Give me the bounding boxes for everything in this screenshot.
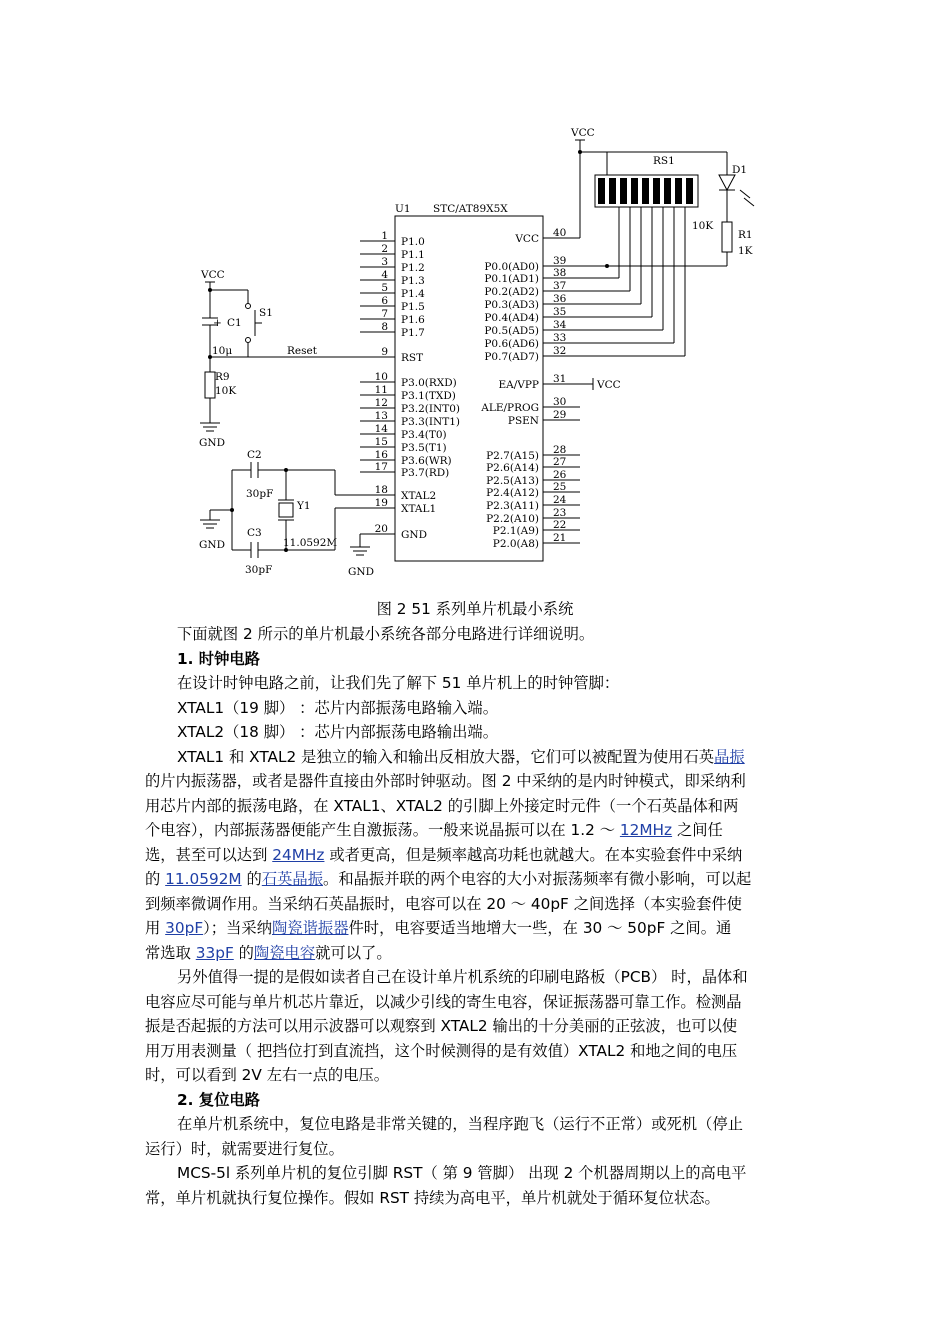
right-pin-number: 39 (553, 255, 567, 267)
left-pin-number: 8 (381, 321, 388, 333)
text-line: 电容应尽可能与单片机芯片靠近，以减少引线的寄生电容，保证振荡器可靠工作。检测晶 (145, 992, 742, 1011)
section-heading: 2. 复位电路 (177, 1090, 260, 1109)
text-span: 选，甚至可以达到 (145, 845, 273, 864)
left-pin-label: P1.3 (401, 275, 425, 287)
left-pin-number: 20 (374, 523, 388, 535)
right-pin-number: 27 (553, 456, 567, 468)
gnd-bottom-left-label: GND (199, 539, 225, 551)
text-line: MCS-5l 系列单片机的复位引脚 RST（ 第 9 管脚） 出现 2 个机器周期以上的高电平 (177, 1164, 747, 1182)
left-pin-label: P3.3(INT1) (401, 416, 460, 428)
section-heading: 1. 时钟电路 (177, 649, 260, 668)
left-pin-label: P3.5(T1) (401, 442, 447, 454)
right-pin-number: 36 (553, 293, 567, 305)
text-line: 在设计时钟电路之前，让我们先了解下 51 单片机上的时钟管脚： (177, 674, 620, 692)
text-line (145, 916, 835, 941)
vcc-ea-label: VCC (597, 379, 621, 391)
left-pin-number: 5 (381, 282, 388, 294)
c1-plus-label: + (213, 317, 222, 329)
right-pin-label: PSEN (507, 415, 539, 427)
y1-value-label: 11.0592M (283, 537, 338, 549)
text-line: 的片内振荡器，或者是器件直接由外部时钟驱动。图 2 中采纳的是内时钟模式，即采纳利 (145, 772, 746, 790)
text-line: 时，可以看到 2V 左右一点的电压。 (145, 1066, 390, 1084)
c3-value-label: 30pF (245, 564, 273, 576)
right-pin-label: P2.0(A8) (492, 538, 539, 550)
right-pin-number: 21 (553, 532, 567, 544)
text-line (145, 941, 835, 966)
right-pin-label: P0.2(AD2) (484, 286, 539, 298)
inline-link[interactable]: 12MHz (619, 821, 673, 839)
c1-label: C1 (227, 317, 242, 329)
left-pin-label: P3.0(RXD) (401, 377, 457, 389)
left-pin-number: 14 (374, 423, 388, 435)
right-pin-number: 35 (553, 306, 567, 318)
c2-label: C2 (247, 449, 262, 461)
text-line (177, 745, 867, 770)
left-pin-number: 9 (381, 346, 388, 358)
text-span: 之间任 (672, 821, 723, 839)
r1-resistor (722, 222, 732, 252)
text-span: 的 (145, 870, 166, 888)
text-span: 或者更高，但是频率越高功耗也就越大。在本实验套件中采纳 (324, 845, 743, 864)
text-span: 就可以了。 (315, 943, 392, 962)
r9-value-label: 10K (215, 385, 237, 397)
left-pin-label: P1.7 (401, 327, 425, 339)
left-pin-number: 18 (374, 484, 388, 496)
right-pin-label: P0.7(AD7) (484, 351, 539, 363)
reset-label: Reset (287, 345, 317, 357)
inline-link[interactable]: 30pF (165, 919, 204, 937)
right-pin-label: P2.6(A14) (486, 462, 539, 474)
left-pin-number: 4 (381, 269, 388, 281)
right-pin-label: P2.3(A11) (486, 500, 539, 512)
text-line: 用万用表测量（ 把挡位打到直流挡，这个时候测得的是有效值）XTAL2 和地之间的电压 (145, 1041, 738, 1060)
left-pin-number: 17 (374, 461, 388, 473)
left-pin-label: P3.4(T0) (401, 429, 447, 441)
right-pin-number: 24 (553, 494, 567, 506)
right-pin-label: P0.1(AD1) (484, 273, 539, 285)
right-pin-label: P2.4(A12) (486, 487, 539, 499)
figure-caption: 图 2 51 系列单片机最小系统 (376, 600, 574, 618)
right-pin-number: 26 (553, 469, 567, 481)
right-pin-number: 29 (553, 409, 567, 421)
left-pin-number: 10 (374, 371, 388, 383)
rs1-label: RS1 (653, 155, 675, 167)
text-line (145, 867, 835, 892)
right-pin-label: P0.0(AD0) (484, 261, 539, 273)
text-line: 在单片机系统中，复位电路是非常关键的，当程序跑飞（运行不正常）或死机（停止 (177, 1115, 743, 1133)
vcc-top-label: VCC (571, 127, 595, 139)
left-pin-number: 13 (374, 410, 388, 422)
left-pin-number: 16 (374, 449, 388, 461)
text-span: 用 (145, 919, 166, 937)
inline-link[interactable]: 晶振 (714, 747, 745, 766)
inline-link[interactable]: 33pF (195, 943, 234, 962)
right-pin-number: 33 (553, 332, 567, 344)
left-pin-label: P1.4 (401, 288, 425, 300)
left-pin-number: 12 (374, 397, 388, 409)
inline-link[interactable]: 11.0592M (165, 870, 242, 888)
left-pin-number: 19 (374, 497, 388, 509)
inline-link[interactable]: 陶瓷谐振器 (272, 919, 349, 937)
r1-value-label: 1K (738, 245, 753, 257)
text-span: XTAL1 和 XTAL2 是独立的输入和输出反相放大器，它们可以被配置为使用石英 (177, 747, 715, 766)
c2-value-label: 30pF (246, 488, 274, 500)
right-pin-label: P0.5(AD5) (484, 325, 539, 337)
left-pin-number: 1 (381, 230, 388, 242)
right-pin-label: P2.5(A13) (486, 475, 539, 487)
left-pin-number: 6 (381, 295, 388, 307)
right-pin-number: 23 (553, 507, 567, 519)
right-pin-number: 30 (553, 396, 567, 408)
text-span: 的 (241, 870, 262, 888)
r9-resistor (205, 372, 215, 398)
text-span: 常选取 (145, 943, 196, 962)
right-pin-number: 40 (553, 227, 567, 239)
text-line: 振是否起振的方法可以用示波器可以观察到 XTAL2 输出的十分美丽的正弦波，也可以使 (145, 1017, 738, 1035)
d1-label: D1 (732, 164, 748, 176)
left-pin-label: P1.1 (401, 249, 425, 261)
rs1-value-label: 10K (692, 220, 714, 232)
left-pin-number: 7 (381, 308, 388, 320)
text-line (145, 818, 835, 843)
text-span: 的 (233, 943, 254, 962)
y1-crystal (279, 503, 293, 517)
right-pin-number: 22 (553, 519, 567, 531)
y1-label: Y1 (297, 500, 311, 512)
left-pin-number: 2 (381, 243, 388, 255)
text-line: 到频率微调作用。当采纳石英晶振时，电容可以在 20 ～ 40pF 之间选择（本实验套件使 (145, 894, 742, 913)
left-pin-number: 15 (374, 436, 388, 448)
left-pin-label: P3.7(RD) (401, 467, 450, 479)
text-line: 另外值得一提的是假如读者自己在设计单片机系统的印刷电路板（PCB） 时，晶体和 (177, 968, 748, 986)
minimum-system-schematic (0, 0, 950, 600)
vcc-left-label: VCC (201, 269, 225, 281)
left-pin-label: P3.1(TXD) (401, 390, 456, 402)
right-pin-label: P2.1(A9) (492, 525, 539, 537)
right-pin-number: 32 (553, 345, 567, 357)
gnd-bottom-label: GND (348, 566, 374, 578)
gnd-left-label: GND (199, 437, 225, 449)
right-pin-number: 34 (553, 319, 567, 331)
right-pin-label: P0.4(AD4) (484, 312, 539, 324)
chip-ref-label: U1 (395, 203, 411, 215)
right-pin-number: 28 (553, 444, 567, 456)
chip-model-label: STC/AT89X5X (433, 203, 508, 215)
text-line: 常，单片机就执行复位操作。假如 RST 持续为高电平，单片机就处于循环复位状态。 (145, 1188, 720, 1207)
left-pin-label: P1.0 (401, 236, 425, 248)
text-span: 。和晶振并联的两个电容的大小对振荡频率有微小影响，可以起 (323, 870, 752, 888)
text-line: 用芯片内部的振荡电路，在 XTAL1、XTAL2 的引脚上外接定时元件（一个石英晶体和两 (145, 796, 739, 815)
right-pin-number: 38 (553, 267, 567, 279)
right-pin-label: P2.2(A10) (486, 513, 539, 525)
text-span: ）；当采纳 (203, 919, 272, 937)
text-line: 下面就图 2 所示的单片机最小系统各部分电路进行详细说明。 (177, 625, 595, 643)
inline-link[interactable]: 陶瓷电容 (253, 943, 316, 962)
left-pin-label: P3.6(WR) (401, 455, 452, 467)
left-pin-label: P1.6 (401, 314, 425, 326)
right-pin-label: P0.6(AD6) (484, 338, 539, 350)
left-pin-label: RST (401, 352, 424, 364)
left-pin-label: XTAL1 (401, 503, 437, 515)
left-pin-label: P1.2 (401, 262, 425, 274)
inline-link[interactable]: 石英晶振 (261, 870, 324, 888)
right-pin-label: P2.7(A15) (486, 450, 539, 462)
left-pin-label: XTAL2 (401, 490, 437, 502)
right-pin-number: 25 (553, 481, 567, 493)
right-pin-label: EA/VPP (498, 379, 539, 391)
left-pin-label: P1.5 (401, 301, 425, 313)
text-line: XTAL1（19 脚） ：芯片内部振荡电路输入端。 (177, 698, 499, 717)
left-pin-label: P3.2(INT0) (401, 403, 460, 415)
text-span: 件时，电容要适当地增大一些，在 30 ～ 50pF 之间。通 (348, 919, 732, 937)
right-pin-label: VCC (515, 233, 539, 245)
r9-label: R9 (215, 371, 230, 383)
text-line: 运行）时，就需要进行复位。 (145, 1139, 344, 1158)
right-pin-number: 37 (553, 280, 567, 292)
right-pin-number: 31 (553, 373, 567, 385)
left-pin-label: GND (401, 529, 427, 541)
text-line (145, 843, 835, 868)
left-pin-number: 3 (381, 256, 388, 268)
s1-label: S1 (259, 307, 273, 319)
c1-value-label: 10μ (212, 345, 233, 357)
right-pin-label: ALE/PROG (481, 402, 539, 414)
text-line: XTAL2（18 脚） ：芯片内部振荡电路输出端。 (177, 723, 499, 741)
c3-label: C3 (247, 527, 262, 539)
r1-label: R1 (738, 229, 753, 241)
right-pin-label: P0.3(AD3) (484, 299, 539, 311)
left-pin-number: 11 (374, 384, 388, 396)
text-span: 个电容），内部振荡器便能产生自激振荡。一般来说晶振可以在 1.2 ～ (145, 821, 620, 839)
inline-link[interactable]: 24MHz (272, 845, 325, 864)
